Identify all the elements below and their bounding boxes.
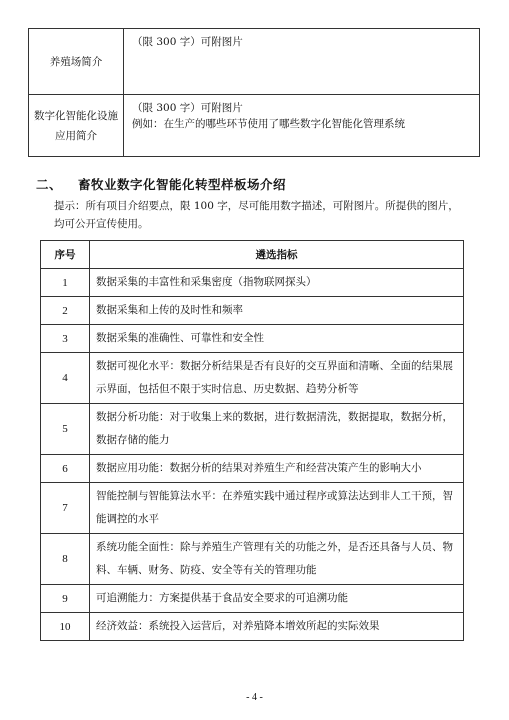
row-number: 6 bbox=[41, 455, 90, 483]
row-number: 8 bbox=[41, 534, 90, 585]
farm-info-table bbox=[28, 28, 480, 157]
row-label: 数字化智能化设施应用简介 bbox=[29, 95, 124, 157]
row-indicator: 数据分析功能：对于收集上来的数据，进行数据清洗，数据提取，数据分析，数据存储的能力 bbox=[90, 404, 464, 455]
table-row bbox=[41, 613, 464, 641]
table-row bbox=[29, 29, 480, 95]
column-header-no: 序号 bbox=[41, 241, 90, 269]
section-number: 二、 bbox=[36, 177, 63, 192]
table-row bbox=[41, 483, 464, 534]
hint-text: 提示：所有项目介绍要点，限 100 字，尽可能用数字描述，可附图片。所提供的图片，均可公开宣传使用。 bbox=[54, 200, 459, 230]
table-row bbox=[41, 269, 464, 297]
criteria-table bbox=[40, 240, 464, 641]
row-indicator: 可追溯能力：方案提供基于食品安全要求的可追溯功能 bbox=[90, 585, 464, 613]
row-indicator: 数据可视化水平：数据分析结果是否有良好的交互界面和清晰、全面的结果展示界面，包括但不限于实时信息、历史数据、趋势分析等 bbox=[90, 353, 464, 404]
table-header-row bbox=[41, 241, 464, 269]
row-number: 4 bbox=[41, 353, 90, 404]
row-value bbox=[124, 29, 480, 95]
value-line: （限 300 字）可附图片 bbox=[132, 102, 243, 114]
row-number: 9 bbox=[41, 585, 90, 613]
row-indicator: 智能控制与智能算法水平：在养殖实践中通过程序或算法达到非人工干预，智能调控的水平 bbox=[90, 483, 464, 534]
row-label: 养殖场简介 bbox=[29, 29, 124, 95]
row-number: 7 bbox=[41, 483, 90, 534]
row-number: 10 bbox=[41, 613, 90, 641]
row-number: 3 bbox=[41, 325, 90, 353]
value-line: 例如：在生产的哪些环节使用了哪些数字化智能化管理系统 bbox=[132, 118, 405, 130]
table-row bbox=[41, 297, 464, 325]
table-row bbox=[41, 404, 464, 455]
table-row bbox=[29, 95, 480, 157]
table-row bbox=[41, 585, 464, 613]
row-indicator: 数据采集的准确性、可靠性和安全性 bbox=[90, 325, 464, 353]
value-line: （限 300 字）可附图片 bbox=[132, 36, 243, 48]
row-number: 1 bbox=[41, 269, 90, 297]
page-number: - 4 - bbox=[246, 692, 263, 703]
table-row bbox=[41, 455, 464, 483]
row-indicator: 数据应用功能：数据分析的结果对养殖生产和经营决策产生的影响大小 bbox=[90, 455, 464, 483]
table-row bbox=[41, 534, 464, 585]
column-header-indicator: 遴选指标 bbox=[90, 241, 464, 269]
row-indicator: 数据采集和上传的及时性和频率 bbox=[90, 297, 464, 325]
row-value bbox=[124, 95, 480, 157]
table-row bbox=[41, 353, 464, 404]
row-number: 2 bbox=[41, 297, 90, 325]
row-indicator: 数据采集的丰富性和采集密度（指物联网探头） bbox=[90, 269, 464, 297]
row-indicator: 系统功能全面性：除与养殖生产管理有关的功能之外，是否还具备与人员、物料、车辆、财务、防疫、安全等有关的管理功能 bbox=[90, 534, 464, 585]
section-heading bbox=[36, 175, 286, 193]
row-number: 5 bbox=[41, 404, 90, 455]
section-title: 畜牧业数字化智能化转型样板场介绍 bbox=[78, 177, 287, 192]
row-indicator: 经济效益：系统投入运营后，对养殖降本增效所起的实际效果 bbox=[90, 613, 464, 641]
table-row bbox=[41, 325, 464, 353]
